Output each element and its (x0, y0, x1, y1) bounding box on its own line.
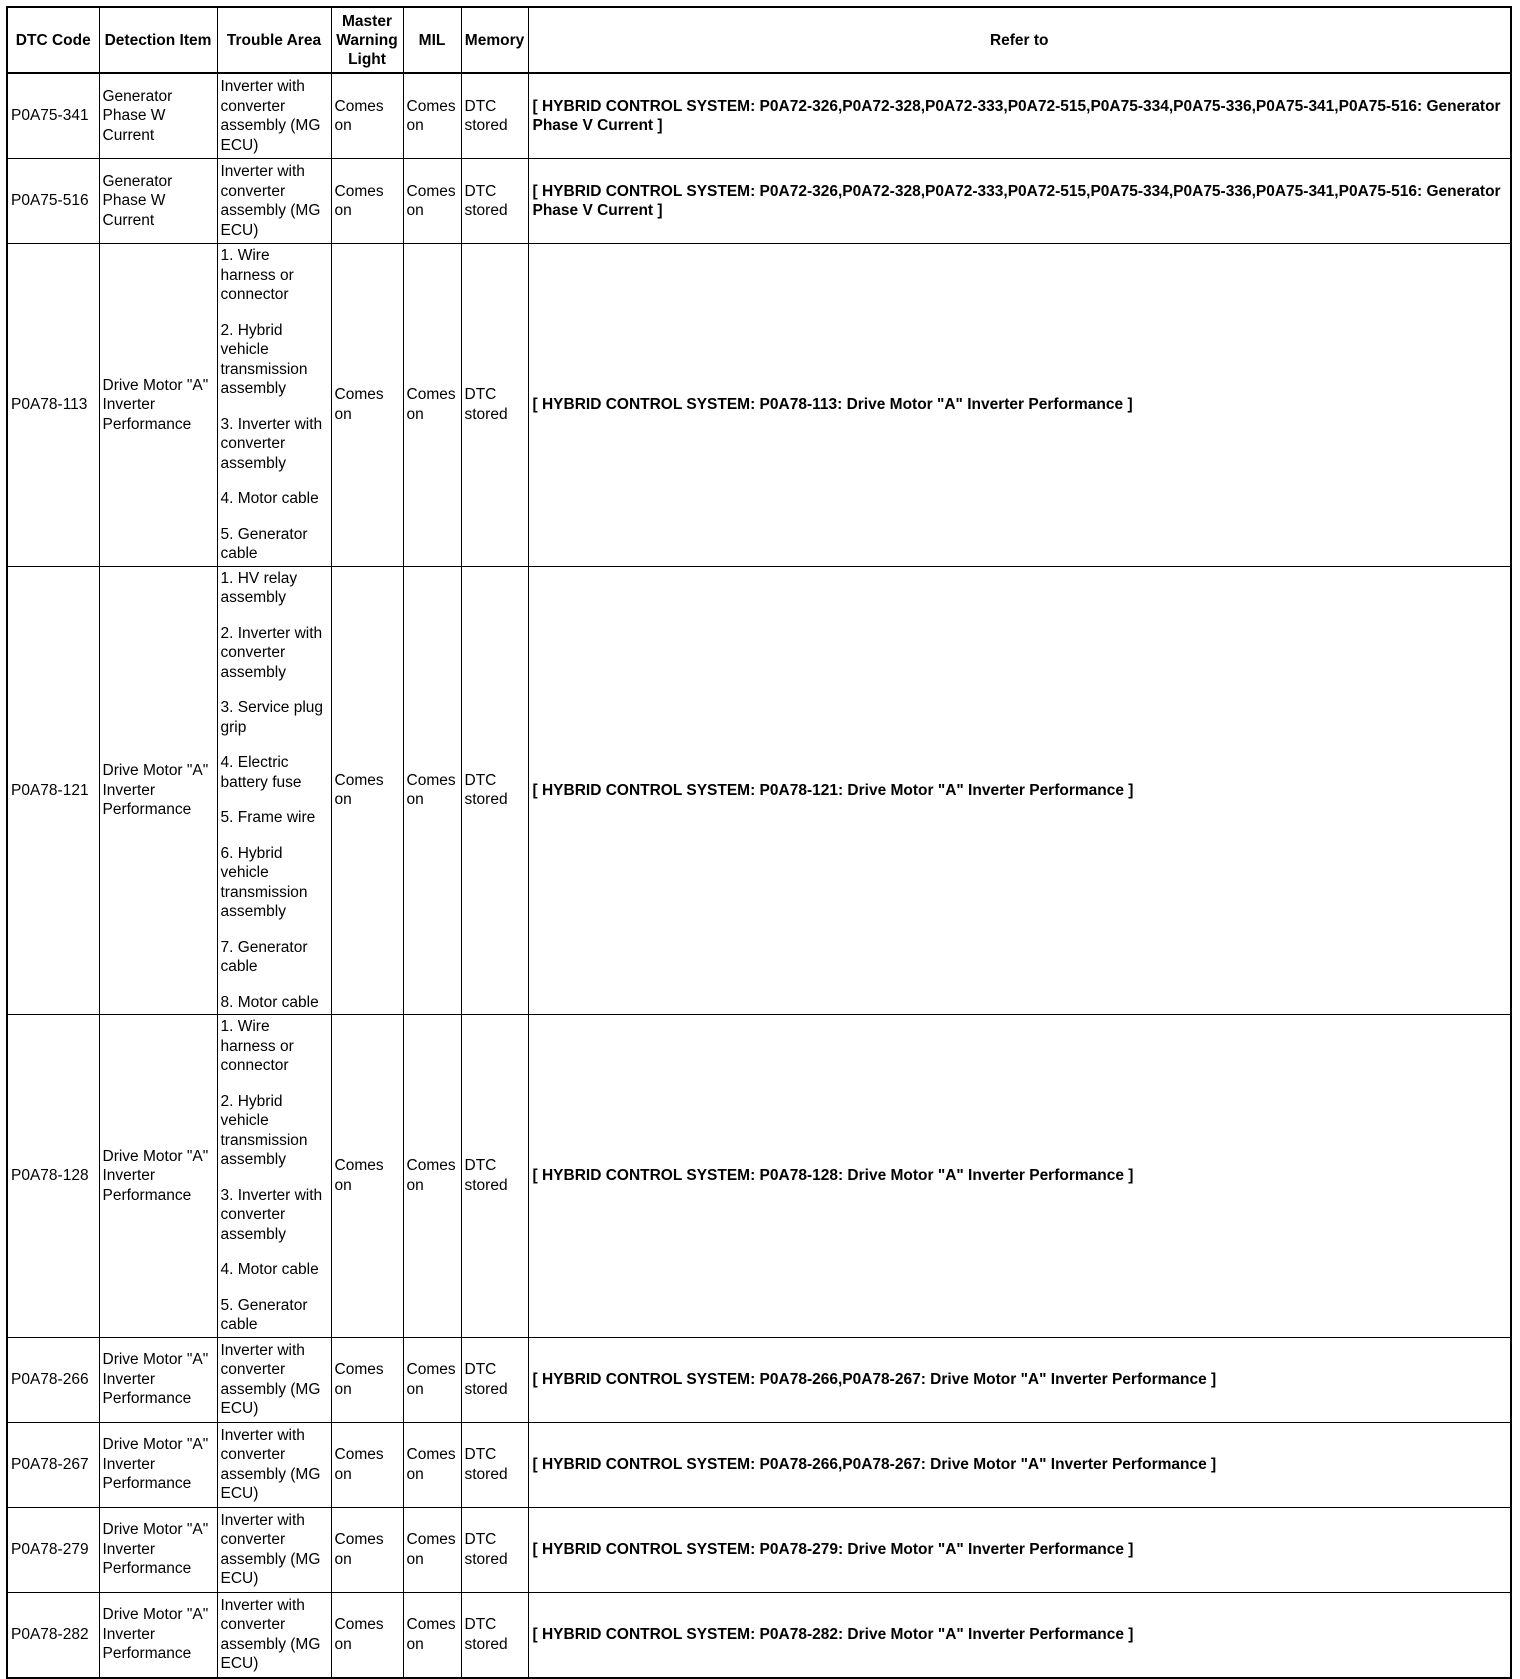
refer-to-cell: [ HYBRID CONTROL SYSTEM: P0A78-128: Drive Motor "A" Inverter Performance ] (528, 1015, 1511, 1338)
header-mil: MIL (403, 7, 461, 73)
trouble-area-item: 5. Generator cable (220, 1296, 308, 1333)
trouble-area-cell (217, 1337, 331, 1422)
refer-to-cell: [ HYBRID CONTROL SYSTEM: P0A78-282: Drive Motor "A" Inverter Performance ] (528, 1592, 1511, 1678)
trouble-area-item: Inverter with converter assembly (MG ECU) (220, 1341, 321, 1417)
dtc-code-cell: P0A78-121 (7, 566, 99, 1015)
trouble-area-item: 8. Motor cable (220, 993, 319, 1011)
refer-to-cell: [ HYBRID CONTROL SYSTEM: P0A78-266,P0A78-267: Drive Motor "A" Inverter Performance ] (528, 1422, 1511, 1507)
refer-to-cell: [ HYBRID CONTROL SYSTEM: P0A72-326,P0A72-328,P0A72-333,P0A72-515,P0A75-334,P0A75-336,P0A75-341,P0A75-516: Generator Phase V Current ] (528, 159, 1511, 244)
master-warning-light-cell: Comes on (331, 73, 403, 159)
trouble-area-item: 1. Wire harness or connector (220, 247, 294, 303)
trouble-area-item: 5. Generator cable (220, 525, 308, 562)
table-row (7, 566, 1511, 1015)
mil-cell: Comes on (403, 1337, 461, 1422)
table-body (7, 73, 1511, 1678)
trouble-area-item: 6. Hybrid vehicle transmission assembly (220, 844, 308, 920)
header-memory: Memory (461, 7, 528, 73)
trouble-area-item: Inverter with converter assembly (MG ECU) (220, 1511, 321, 1587)
detection-item-cell: Drive Motor "A" Inverter Performance (99, 244, 217, 567)
master-warning-light-cell: Comes on (331, 1422, 403, 1507)
table-row (7, 1507, 1511, 1592)
trouble-area-item: 4. Motor cable (220, 490, 319, 507)
refer-to-cell: [ HYBRID CONTROL SYSTEM: P0A78-113: Drive Motor "A" Inverter Performance ] (528, 244, 1511, 567)
trouble-area-item: 3. Inverter with converter assembly (220, 415, 323, 472)
dtc-code-cell: P0A75-341 (7, 73, 99, 159)
memory-cell: DTC stored (461, 1507, 528, 1592)
trouble-area-item: 2. Hybrid vehicle transmission assembly (220, 321, 308, 397)
mil-cell: Comes on (403, 244, 461, 567)
mil-cell: Comes on (403, 73, 461, 159)
master-warning-light-cell: Comes on (331, 1592, 403, 1678)
trouble-area-cell (217, 159, 331, 244)
dtc-code-cell: P0A75-516 (7, 159, 99, 244)
table-row (7, 73, 1511, 159)
dtc-code-cell: P0A78-113 (7, 244, 99, 567)
detection-item-cell: Generator Phase W Current (99, 159, 217, 244)
trouble-area-cell (217, 566, 331, 1015)
header-detection-item: Detection Item (99, 7, 217, 73)
table-row (7, 159, 1511, 244)
table-row (7, 1592, 1511, 1678)
trouble-area-cell (217, 1592, 331, 1678)
trouble-area-cell (217, 1507, 331, 1592)
detection-item-cell: Drive Motor "A" Inverter Performance (99, 1507, 217, 1592)
detection-item-cell: Drive Motor "A" Inverter Performance (99, 1337, 217, 1422)
trouble-area-cell (217, 73, 331, 159)
memory-cell: DTC stored (461, 244, 528, 567)
dtc-code-cell: P0A78-279 (7, 1507, 99, 1592)
dtc-code-cell: P0A78-128 (7, 1015, 99, 1338)
master-warning-light-cell: Comes on (331, 1507, 403, 1592)
refer-to-cell: [ HYBRID CONTROL SYSTEM: P0A78-266,P0A78-267: Drive Motor "A" Inverter Performance ] (528, 1337, 1511, 1422)
memory-cell: DTC stored (461, 1422, 528, 1507)
mil-cell: Comes on (403, 1507, 461, 1592)
memory-cell: DTC stored (461, 1015, 528, 1338)
refer-to-cell: [ HYBRID CONTROL SYSTEM: P0A78-279: Drive Motor "A" Inverter Performance ] (528, 1507, 1511, 1592)
header-master-warning-light: Master Warning Light (331, 7, 403, 73)
dtc-code-cell: P0A78-266 (7, 1337, 99, 1422)
dtc-code-cell: P0A78-282 (7, 1592, 99, 1678)
trouble-area-cell (217, 244, 331, 567)
trouble-area-item: 4. Electric battery fuse (220, 754, 302, 791)
header-refer-to: Refer to (528, 7, 1511, 73)
detection-item-cell: Drive Motor "A" Inverter Performance (99, 1422, 217, 1507)
refer-to-cell: [ HYBRID CONTROL SYSTEM: P0A78-121: Drive Motor "A" Inverter Performance ] (528, 566, 1511, 1015)
trouble-area-cell (217, 1015, 331, 1338)
header-row (7, 7, 1511, 73)
trouble-area-item: 2. Inverter with converter assembly (220, 624, 323, 681)
trouble-area-item: Inverter with converter assembly (MG ECU) (220, 1426, 321, 1502)
trouble-area-item: 3. Inverter with converter assembly (220, 1186, 323, 1243)
mil-cell: Comes on (403, 159, 461, 244)
mil-cell: Comes on (403, 1422, 461, 1507)
master-warning-light-cell: Comes on (331, 566, 403, 1015)
trouble-area-item: 1. Wire harness or connector (220, 1018, 294, 1074)
refer-to-cell: [ HYBRID CONTROL SYSTEM: P0A72-326,P0A72-328,P0A72-333,P0A72-515,P0A75-334,P0A75-336,P0A75-341,P0A75-516: Generator Phase V Current ] (528, 73, 1511, 159)
table-row (7, 1337, 1511, 1422)
trouble-area-item: 4. Motor cable (220, 1261, 319, 1278)
detection-item-cell: Drive Motor "A" Inverter Performance (99, 1015, 217, 1338)
header-trouble-area: Trouble Area (217, 7, 331, 73)
memory-cell: DTC stored (461, 566, 528, 1015)
trouble-area-cell (217, 1422, 331, 1507)
table-row (7, 1422, 1511, 1507)
header-dtc-code: DTC Code (7, 7, 99, 73)
dtc-code-cell: P0A78-267 (7, 1422, 99, 1507)
detection-item-cell: Drive Motor "A" Inverter Performance (99, 566, 217, 1015)
trouble-area-item: Inverter with converter assembly (MG ECU) (220, 78, 321, 154)
trouble-area-item: 3. Service plug grip (220, 699, 324, 736)
trouble-area-item: Inverter with converter assembly (MG ECU) (220, 163, 321, 239)
master-warning-light-cell: Comes on (331, 1337, 403, 1422)
trouble-area-item: 5. Frame wire (220, 809, 316, 826)
master-warning-light-cell: Comes on (331, 1015, 403, 1338)
table-row (7, 244, 1511, 567)
memory-cell: DTC stored (461, 1337, 528, 1422)
trouble-area-item: Inverter with converter assembly (MG ECU) (220, 1596, 321, 1672)
table-row (7, 1015, 1511, 1338)
trouble-area-item: 2. Hybrid vehicle transmission assembly (220, 1092, 308, 1168)
dtc-table (6, 6, 1512, 1679)
memory-cell: DTC stored (461, 73, 528, 159)
mil-cell: Comes on (403, 1592, 461, 1678)
trouble-area-item: 7. Generator cable (220, 938, 308, 975)
detection-item-cell: Generator Phase W Current (99, 73, 217, 159)
memory-cell: DTC stored (461, 159, 528, 244)
mil-cell: Comes on (403, 566, 461, 1015)
trouble-area-item: 1. HV relay assembly (220, 569, 298, 606)
mil-cell: Comes on (403, 1015, 461, 1338)
master-warning-light-cell: Comes on (331, 159, 403, 244)
memory-cell: DTC stored (461, 1592, 528, 1678)
table-header (7, 7, 1511, 73)
master-warning-light-cell: Comes on (331, 244, 403, 567)
detection-item-cell: Drive Motor "A" Inverter Performance (99, 1592, 217, 1678)
